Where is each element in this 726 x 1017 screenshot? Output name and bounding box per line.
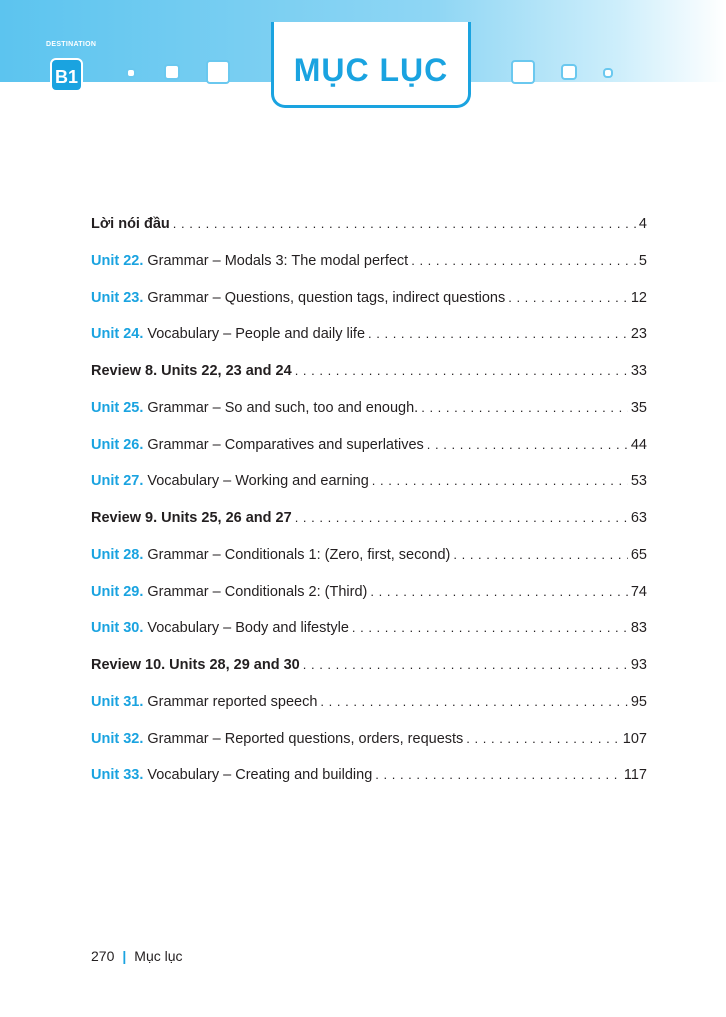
toc-entry-title: Grammar – Modals 3: The modal perfect [147,252,409,269]
decor-square [511,60,535,84]
brand-level-badge: B1 [50,58,83,92]
toc-entry-label: Unit 25. [91,399,144,416]
dot-leader [508,290,628,305]
footer-section-name: Mục lục [134,948,183,964]
decor-square [206,60,230,84]
decor-square [126,68,136,78]
toc-entry-title: Grammar – Conditionals 2: (Third) [147,583,368,600]
dot-leader [295,363,628,378]
toc-page-number: 83 [630,620,647,637]
page-title: MỤC LỤC [293,52,449,88]
toc-entry-title: Grammar reported speech [147,693,318,710]
toc-entry[interactable] [91,620,647,657]
toc-entry-title: Vocabulary – Body and lifestyle [147,620,349,637]
dot-leader [370,584,627,599]
toc-entry[interactable] [91,731,647,768]
toc-entry-label: Unit 32. [91,730,144,747]
dot-leader [466,731,620,746]
toc-entry[interactable] [91,584,647,621]
toc-entry-title: Grammar – Conditionals 1: (Zero, first, second) [147,546,451,563]
toc-entry[interactable] [91,657,647,694]
dot-leader [453,547,627,562]
toc-entry[interactable] [91,473,647,510]
toc-entry[interactable] [91,290,647,327]
dot-leader [411,253,636,268]
decor-square [561,64,577,80]
table-of-contents [91,216,647,804]
toc-entry-label: Unit 31. [91,693,144,710]
toc-page-number: 117 [623,767,647,784]
toc-page-number: 5 [638,252,647,269]
toc-entry-label: Unit 33. [91,767,144,784]
dot-leader [295,510,628,525]
dot-leader [372,473,628,488]
toc-entry-label: Unit 27. [91,473,144,490]
toc-entry-title: Grammar – Comparatives and superlatives [147,436,424,453]
toc-entry-label: Unit 23. [91,289,144,306]
toc-entry-label: Unit 26. [91,436,144,453]
toc-entry-label: Unit 24. [91,326,144,343]
page-number: 270 [91,948,115,964]
toc-entry-label: Lời nói đầu [91,216,170,232]
toc-page-number: 23 [630,326,647,343]
dot-leader [303,657,628,672]
toc-entry-title: Vocabulary – Creating and building [147,767,373,784]
dot-leader [368,326,628,341]
toc-page-number: 74 [630,583,647,600]
toc-entry[interactable] [91,363,647,400]
decor-square [164,64,180,80]
toc-page-number: 107 [622,730,647,747]
toc-entry-label: Unit 28. [91,546,144,563]
toc-entry[interactable] [91,547,647,584]
decor-square [603,68,613,78]
toc-entry[interactable] [91,400,647,437]
toc-page-number: 93 [630,657,647,673]
toc-entry[interactable] [91,767,647,804]
toc-entry-label: Unit 30. [91,620,144,637]
dot-leader [375,767,621,782]
toc-page-number: 95 [630,693,647,710]
page-footer [91,948,183,964]
toc-entry-label: Unit 29. [91,583,144,600]
toc-entry[interactable] [91,253,647,290]
dot-leader [173,216,636,231]
footer-separator: | [122,948,127,964]
toc-entry[interactable] [91,326,647,363]
toc-page-number: 35 [630,399,647,416]
dot-leader [352,620,628,635]
brand-series-label: DESTINATION [46,41,97,48]
toc-page-number: 65 [630,546,647,563]
toc-page-number: 33 [630,363,647,379]
toc-entry[interactable] [91,216,647,253]
toc-page-number: 44 [630,436,647,453]
toc-entry[interactable] [91,694,647,731]
toc-entry-label: Review 9. Units 25, 26 and 27 [91,510,292,526]
toc-entry-label: Unit 22. [91,252,144,269]
toc-entry-title: Vocabulary – Working and earning [147,473,369,490]
toc-entry-title: Grammar – Questions, question tags, indirect questions [147,289,506,306]
toc-entry-title: Grammar – So and such, too and enough. [147,399,419,416]
toc-page-number: 12 [630,289,647,306]
toc-entry-label: Review 10. Units 28, 29 and 30 [91,657,300,673]
dot-leader [320,694,627,709]
toc-page-number: 53 [630,473,647,490]
toc-entry[interactable] [91,510,647,547]
toc-page-number: 63 [630,510,647,526]
toc-entry-title: Grammar – Reported questions, orders, requests [147,730,464,747]
dot-leader [421,400,628,415]
dot-leader [427,437,628,452]
toc-entry-title: Vocabulary – People and daily life [147,326,366,343]
toc-entry-label: Review 8. Units 22, 23 and 24 [91,363,292,379]
toc-page-number: 4 [638,216,647,232]
toc-entry[interactable] [91,437,647,474]
title-frame [271,22,471,108]
